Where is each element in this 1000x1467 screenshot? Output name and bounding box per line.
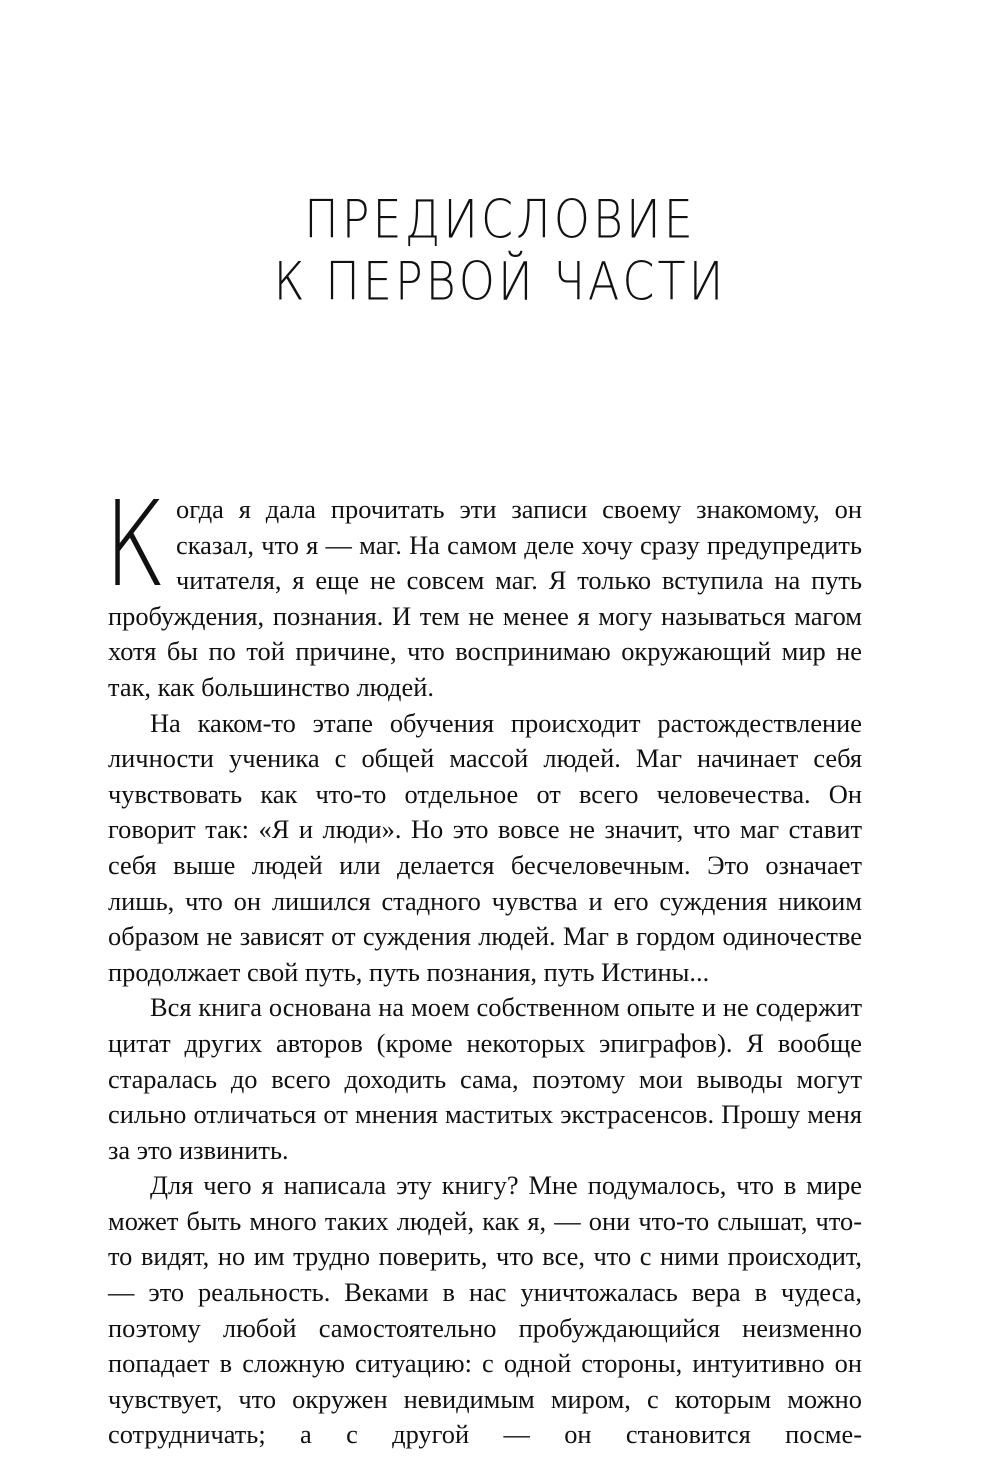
paragraph-4: Для чего я написала эту книгу? Мне подумалось, что в мире может быть много таких людей, как я, — они что-то слышат, что-то видят, но им трудно поверить, что все, что с ними происходит, — это реальность. Веками в нас уничтожалась вера в чудеса, поэтому любой самостоятельно пробуждающийся неизменно попадает в сложную ситуацию: с одной стороны, интуитивно он чувствует, что окружен невидимым миром, с которым можно сотрудничать; а с другой — он становится посме-: [108, 1170, 862, 1450]
chapter-title: [0, 188, 1000, 312]
chapter-title-line-2: К ПЕРВОЙ ЧАСТИ: [273, 249, 727, 313]
drop-cap: К: [104, 475, 167, 613]
body-text: [104, 475, 862, 1453]
paragraph-1-text: огда я дала прочитать эти записи своему знакомому, он сказал, что я — маг. На самом деле хочу сразу предупредить читателя, я еще не совсем маг. Я только вступила на путь пробуждения, познания. И тем не менее я могу называться магом хотя бы по той причине, что воспринимаю окружающий мир не так, как большинство людей.: [108, 494, 862, 702]
chapter-title-line-1: ПРЕДИСЛОВИЕ: [304, 187, 696, 251]
paragraph-2: На каком-то этапе обучения происходит растождествление личности ученика с общей массой людей. Маг начинает себя чувствовать как что-то отдельное от всего человечества. Он говорит так: «Я и люди». Но это вовсе не значит, что маг ставит себя выше людей или делается бесчеловечным. Это означает лишь, что он лишился стадного чувства и его суждения никоим образом не зависят от суждения людей. Маг в гордом одиночестве продолжает свой путь, путь познания, путь Истины...: [108, 707, 862, 987]
paragraph-3: Вся книга основана на моем собственном опыте и не содержит цитат других авторов (кроме некоторых эпиграфов). Я вообще старалась до всего доходить сама, поэтому мои выводы могут сильно отличаться от мнения маститых экстрасенсов. Прошу меня за это извинить.: [108, 992, 862, 1165]
paragraph-1: [104, 475, 862, 706]
